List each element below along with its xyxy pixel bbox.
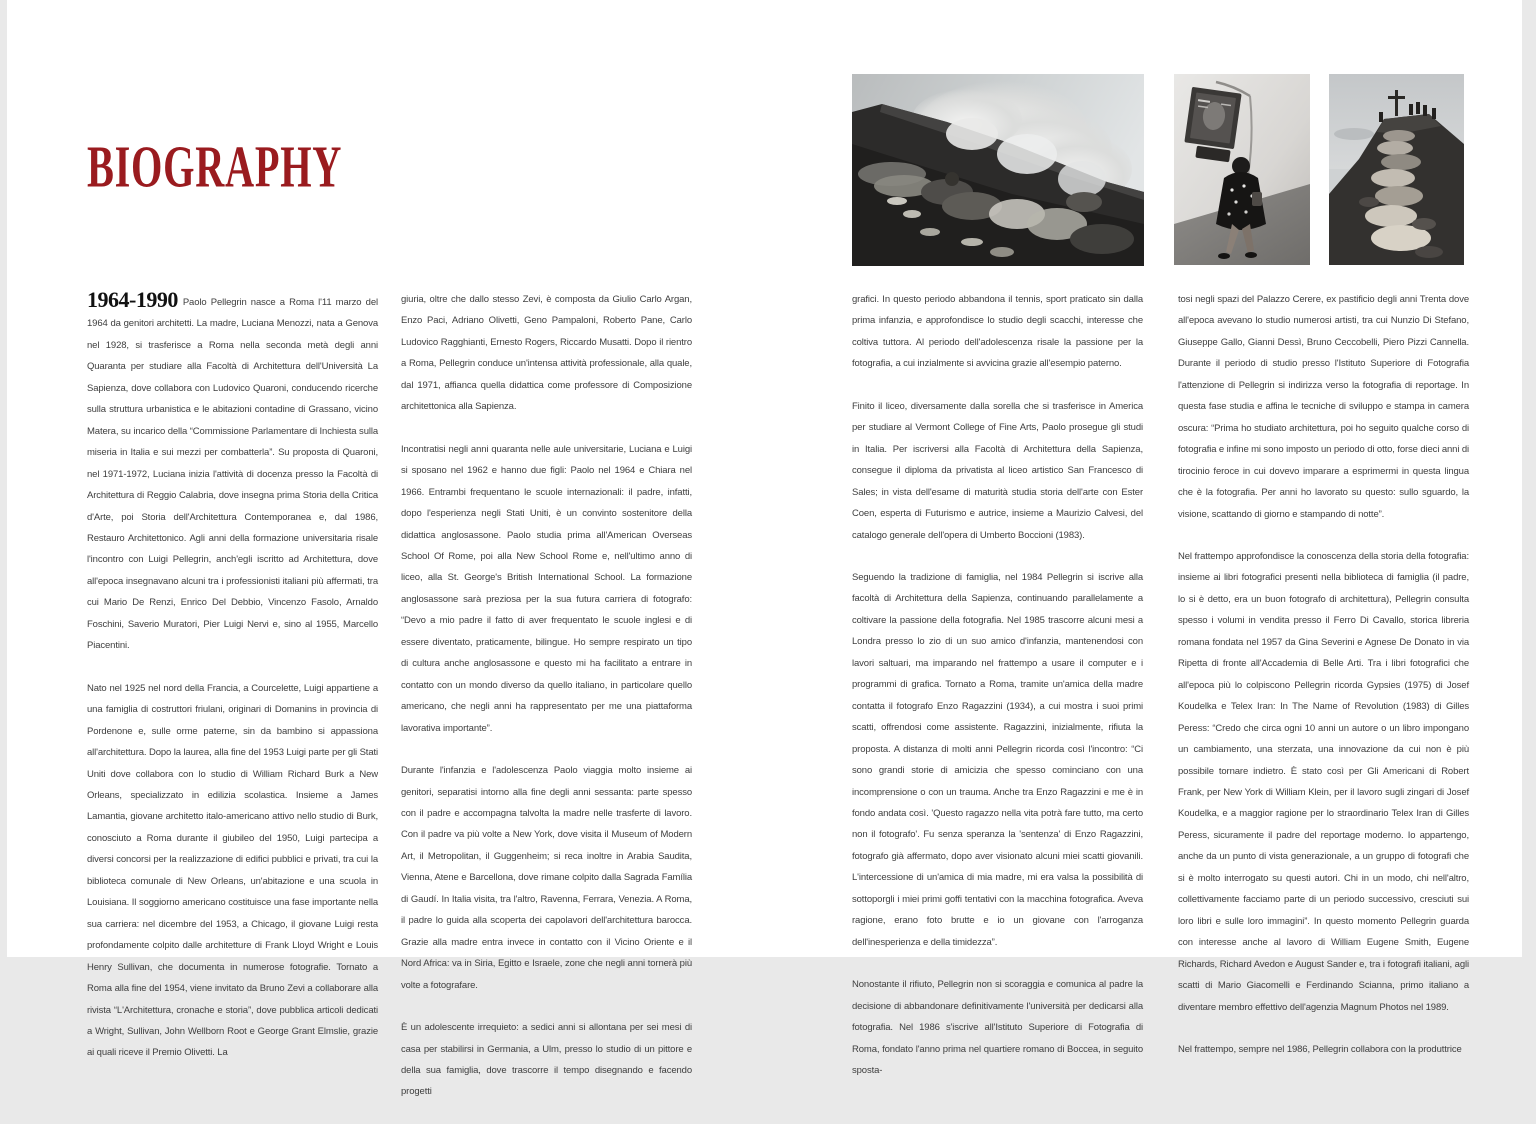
page-title: BIOGRAPHY xyxy=(87,134,343,200)
text-column-1 xyxy=(87,289,378,1085)
text-column-3 xyxy=(852,289,1143,1102)
text-column-2 xyxy=(401,289,692,1124)
photo-summit-ridge xyxy=(1329,74,1464,265)
paragraph-text: Durante l'infanzia e l'adolescenza Paolo viaggia molto insieme ai genitori, separatisi intorno alla fine degli anni sessanta: parte spesso con il padre e accompagna talvolta la madre nelle trasferte di lavoro. Con il padre va più volte a New York, dove visita il Museum of Modern Art, il Metropolitan, il Guggenheim; si reca inoltre in Arabia Saudita, Vienna, Atene e Barcellona, dove rimane colpito dalla Sagrada Família di Gaudí. In Italia visita, tra l'altro, Ravenna, Ferrara, Venezia. A Roma, il padre lo guida alla scoperta dei capolavori dell'architettura barocca. Grazie alla madre entra invece in contatto con il Vicino Oriente e il Nord Africa: va in Siria, Egitto e Israele, zone che negli anni tornerà più volte a fotografare. xyxy=(401,765,692,991)
photo-volcano-camp xyxy=(852,74,1144,266)
paragraph-text: È un adolescente irrequieto: a sedici anni si allontana per sei mesi di casa per stabilirsi in Germania, a Ulm, presso lo studio di un pittore e della sua famiglia, dove trascorre il tempo disegnando e facendo progetti xyxy=(401,1022,692,1098)
paragraph-text: giuria, oltre che dallo stesso Zevi, è composta da Giulio Carlo Argan, Enzo Paci, Adriano Olivetti, Geno Pampaloni, Roberto Pane, Carlo Ludovico Ragghianti, Ernesto Rogers, Riccardo Musatti. Dopo il rientro a Roma, Pellegrin conduce un'intensa attività professionale, alla quale, dal 1971, affianca quella didattica come professore di Composizione architettonica alla Sapienza. xyxy=(401,294,692,413)
photo-summit-ridge-image xyxy=(1329,74,1464,265)
paragraph-text: Seguendo la tradizione di famiglia, nel 1984 Pellegrin si iscrive alla facoltà di Architettura della Sapienza, continuando parallelamente a coltivare la passione della fotografia. Nel 1985 trascorre alcuni mesi a Londra presso lo zio di un suo amico d'infanzia, mantenendosi con lavori saltuari, ma imparando nel frattempo a usare il computer e i programmi di grafica. Tornato a Roma, tramite un'amica della madre contatta il fotografo Enzo Ragazzini (1934), a cui mostra i suoi primi scatti, offrendosi come assistente. Ragazzini, inizialmente, rifiuta la proposta. A distanza di molti anni Pellegrin ricorda così l'incontro: “Ci sono grandi storie di amicizia che spesso cominciano con una incomprensione o con un trauma. Anche tra Enzo Ragazzini e me è in fondo andata così. 'Questo ragazzo nella vita potrà fare tutto, ma certo non il fotografo'. Fu senza speranza la 'sentenza' di Enzo Ragazzini, fotografo già affermato, dopo aver visionato alcuni miei scatti giovanili. L'intercessione di un'amica di mia madre, mi era valsa la possibilità di sottoporgli i miei primi goffi tentativi con la macchina fotografica. Aveva ragione, erano foto brutte e io un giovane con l'arroganza dell'inesperienza e della timidezza”. xyxy=(852,571,1143,948)
book-spread-page xyxy=(7,0,1522,1098)
paragraph-text: Incontratisi negli anni quaranta nelle aule universitarie, Luciana e Luigi si sposano nel 1962 e hanno due figli: Paolo nel 1964 e Chiara nel 1966. Entrambi frequentano le scuole internazionali: il padre, infatti, dopo l'esperienza negli Stati Uniti, è un convinto sostenitore della didattica anglosassone. Paolo studia prima all'American Overseas School Of Rome, poi alla New School Rome e, nell'ultimo anno di liceo, alla St. George's British International School. La formazione anglosassone sarà preziosa per la sua futura carriera di fotografo: “Devo a mio padre il fatto di aver frequentato le scuole inglesi e di essere diventato, praticamente, bilingue. Ho sempre respirato un tipo di cultura anche anglosassone e questo mi ha facilitato a entrare in contatto con un mondo diverso da quello italiano, in particolare quello americano, che negli anni ha rappresentato per me una piattaforma lavorativa importante”. xyxy=(401,443,692,734)
text-column-4 xyxy=(1178,289,1469,1081)
paragraph-text: Nonostante il rifiuto, Pellegrin non si scoraggia e comunica al padre la decisione di abbandonare definitivamente l'università per dedicarsi alla fotografia. Nel 1986 s'iscrive all'Istituto Superiore di Fotografia di Roma, fondato l'anno prima nel quartiere romano di Boccea, in seguito sposta- xyxy=(852,979,1143,1076)
paragraph-text: Paolo Pellegrin nasce a Roma l'11 marzo del 1964 da genitori architetti. La madre, Luciana Menozzi, nata a Genova nel 1928, si trasferisce a Roma nella seconda metà degli anni Quaranta per studiare alla Facoltà di Architettura dell'Università La Sapienza, dove collabora con Ludovico Quaroni, conducendo ricerche sulla struttura urbanistica e le abitazioni contadine di Grassano, vicino Matera, su incarico della “Commissione Parlamentare di Inchiesta sulla miseria in Italia e sui mezzi per combatterla”. Su proposta di Quaroni, nel 1971-1972, Luciana inizia l'attività di docenza presso la Facoltà di Architettura di Reggio Calabria, dove insegna prima Storia della Critica d'Arte, poi Storia dell'Architettura Contemporanea e, dal 1986, Restauro Architettonico. Agli anni della formazione universitaria risale l'incontro con Luigi Pellegrin, anch'egli iscritto ad Architettura, dove all'epoca insegnavano alcuni tra i professionisti italiani più affermati, tra cui Mario De Renzi, Enrico Del Debbio, Vincenzo Fasolo, Arnaldo Foschini, Saverio Muratori, Pier Luigi Nervi e, sino al 1955, Marcello Piacentini. xyxy=(87,297,378,652)
photo-woman-lane-image xyxy=(1174,74,1310,265)
paragraph-text: grafici. In questo periodo abbandona il tennis, sport praticato sin dalla prima infanzia, e approfondisce lo studio degli scacchi, interesse che coltiva tuttora. Al periodo dell'adolescenza risale la passione per la fotografia, a cui inzialmente si avvicina grazie all'esempio paterno. xyxy=(852,294,1143,370)
paragraph-text: tosi negli spazi del Palazzo Cerere, ex pastificio degli anni Trenta dove all'epoca avevano lo studio numerosi artisti, tra cui Nunzio Di Stefano, Giuseppe Gallo, Gianni Dessì, Bruno Ceccobelli, Piero Pizzi Cannella. Durante il periodo di studio presso l'Istituto Superiore di Fotografia l'attenzione di Pellegrin si indirizza verso la fotografia di reportage. In questa fase studia e affina le tecniche di sviluppo e stampa in camera oscura: “Prima ho studiato architettura, poi ho seguito qualche corso di fotografia e infine mi sono imposto un periodo di otto, forse dieci anni di tirocinio feroce in cui dovevo imparare a esprimermi in questa lingua che è la fotografia. Per anni ho lavorato su questo: sullo sguardo, la visione, scattando di giorno e stampando di notte”. xyxy=(1178,294,1469,520)
era-heading: 1964-1990 xyxy=(87,287,178,312)
paragraph-text: Finito il liceo, diversamente dalla sorella che si trasferisce in America per studiare al Vermont College of Fine Arts, Paolo prosegue gli studi in Italia. Per iscriversi alla Facoltà di Architettura della Sapienza, consegue il diploma da privatista al liceo artistico San Francesco di Sales; in vista dell'esame di maturità studia storia dell'arte con Ester Coen, esperta di Futurismo e autrice, insieme a Maurizio Calvesi, del catalogo generale dell'opera di Umberto Boccioni (1983). xyxy=(852,400,1143,541)
paragraph-text: Nel frattempo, sempre nel 1986, Pellegrin collabora con la produttrice xyxy=(1178,1043,1462,1055)
paragraph xyxy=(87,289,378,657)
photo-woman-lane xyxy=(1174,74,1310,265)
photo-volcano-camp-image xyxy=(852,74,1144,266)
paragraph-text: Nel frattempo approfondisce la conoscenza della storia della fotografia: insieme ai libri fotografici presenti nella biblioteca di famiglia (il padre, lo si è detto, era un buon fotografo di architettura), Pellegrin consulta spesso i volumi in vendita presso il Ferro Di Cavallo, storica libreria romana fondata nel 1957 da Gina Severini e Agnese De Donato in via Ripetta di fronte all'Accademia di Belle Arti. Tra i libri fotografici che all'epoca più lo colpiscono Pellegrin ricorda Gypsies (1975) di Josef Koudelka e Telex Iran: In The Name of Revolution (1983) di Gilles Peress: “Credo che circa ogni 10 anni un autore o un libro impongano un cambiamento, una sterzata, una innovazione da cui non è più possibile tornare indietro. È stato così per Gli Americani di Robert Frank, per New York di William Klein, per il lavoro sugli zingari di Josef Koudelka, e a maggior ragione per lo straordinario Telex Iran di Gilles Peress, sicuramente il padre del reportage moderno. Io appartengo, anche da un punto di vista generazionale, a un gruppo di fotografi che si è molto interrogato su questi autori. Chi in un modo, chi nell'altro, collettivamente facciamo parte di un periodo successivo, cresciuti sui loro libri e sulle loro immagini”. In questo momento Pellegrin guarda con interesse anche al lavoro di William Eugene Smith, Eugene Richards, Richard Avedon e August Sander e, tra i fotografi italiani, agli scatti di Mario Giacomelli e Ferdinando Scianna, primo italiano a diventare membro effettivo dell'agenzia Magnum Photos nel 1989. xyxy=(1178,550,1469,1013)
paragraph-text: Nato nel 1925 nel nord della Francia, a Courcelette, Luigi appartiene a una famiglia di costruttori friulani, originari di Domanins in provincia di Pordenone e, sulle orme paterne, sin da bambino si appassiona all'architettura. Dopo la laurea, alla fine del 1953 Luigi parte per gli Stati Uniti dove collabora con lo studio di William Richard Burk a New Orleans, specializzato in edilizia scolastica. Insieme a James Lamantia, giovane architetto italo-americano attivo nello studio di Burk, conosciuto a Roma durante il giubileo del 1950, Luigi partecipa a diversi concorsi per la realizzazione di edifici pubblici e privati, tra cui la biblioteca comunale di New Orleans, un'abitazione e una scuola in Louisiana. Il soggiorno americano costituisce una fase importante nella sua carriera: nel dicembre del 1953, a Chicago, il giovane Luigi resta profondamente colpito dalle architetture di Frank Lloyd Wright e Louis Henry Sullivan, che documenta in numerose fotografie. Tornato a Roma alla fine del 1954, viene invitato da Bruno Zevi a collaborare alla rivista “L'Architettura, cronache e storia”, dove pubblica articoli dedicati a Wright, Sullivan, John Wellborn Root e George Grant Elmslie, grazie ai quali riceve il Premio Olivetti. La xyxy=(87,682,378,1059)
